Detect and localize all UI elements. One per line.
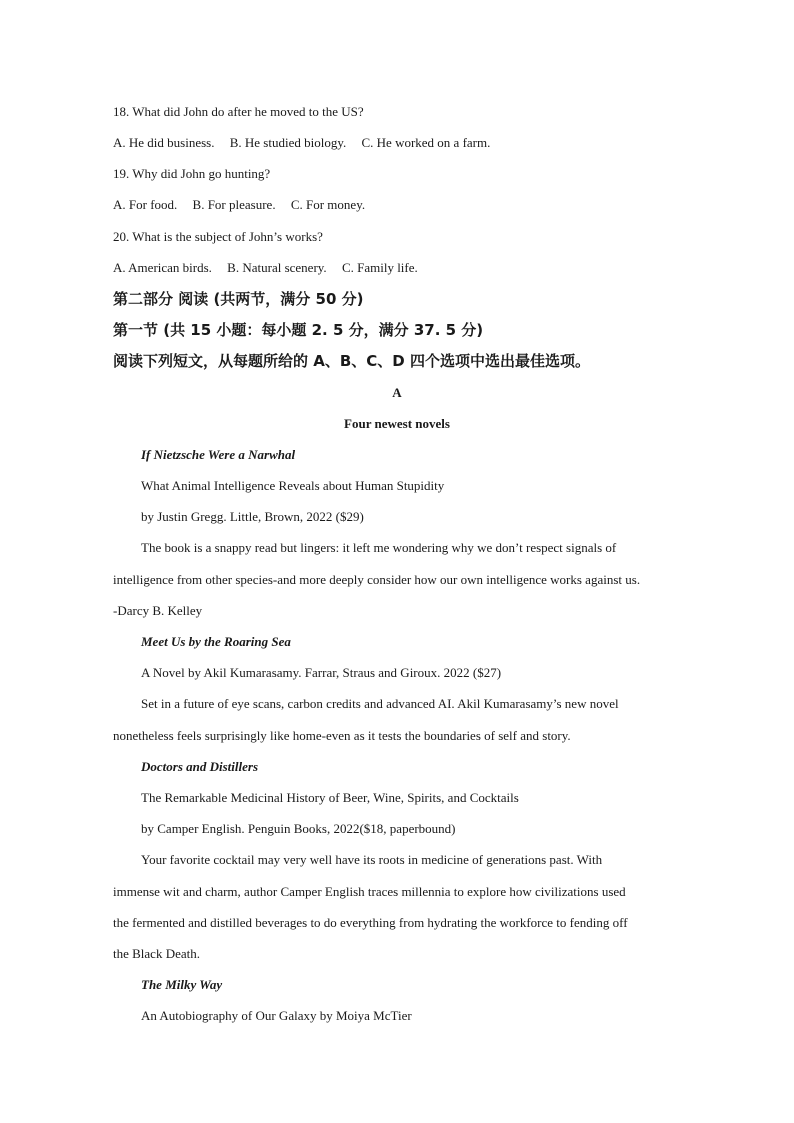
option-a: A. American birds. [113, 260, 212, 275]
book3-review-line2: immense wit and charm, author Camper English traces millennia to explore how civilizations used [113, 884, 626, 899]
part2-heading: 第二部分 阅读 (共两节，满分 50 分) [113, 290, 364, 308]
book2-byline: A Novel by Akil Kumarasamy. Farrar, Straus and Giroux. 2022 ($27) [141, 665, 502, 680]
option-c: C. He worked on a farm. [361, 135, 491, 150]
question-20: 20. What is the subject of John’s works? [113, 229, 323, 244]
book4-subtitle: An Autobiography of Our Galaxy by Moiya McTier [141, 1008, 412, 1023]
option-a: A. He did business. [113, 135, 215, 150]
question-19: 19. Why did John go hunting? [113, 166, 271, 181]
question-18: 18. What did John do after he moved to the US? [113, 104, 364, 119]
book1-review-line2: intelligence from other species-and more deeply consider how our own intelligence works against us. [113, 572, 641, 587]
question-19-options [113, 197, 365, 213]
passage-title: Four newest novels [344, 416, 450, 431]
option-b: B. Natural scenery. [227, 260, 327, 275]
question-20-options [113, 260, 418, 276]
option-b: B. For pleasure. [192, 197, 276, 212]
option-b: B. He studied biology. [229, 135, 347, 150]
passage-letter: A [392, 385, 402, 400]
book3-title: Doctors and Distillers [141, 759, 259, 774]
book1-subtitle: What Animal Intelligence Reveals about Human Stupidity [141, 478, 445, 493]
option-c: C. Family life. [341, 260, 418, 275]
book1-review-line1: The book is a snappy read but lingers: it left me wondering why we don’t respect signals of [141, 540, 617, 555]
book3-review-line3: the fermented and distilled beverages to do everything from hydrating the workforce to fending off [113, 915, 628, 930]
book1-byline: by Justin Gregg. Little, Brown, 2022 ($29) [141, 509, 364, 524]
section1-heading: 第一节 (共 15 小题：每小题 2. 5 分，满分 37. 5 分) [113, 321, 484, 339]
book2-review-line1: Set in a future of eye scans, carbon credits and advanced AI. Akil Kumarasamy’s new novel [141, 696, 619, 711]
book2-title: Meet Us by the Roaring Sea [141, 634, 291, 649]
book3-byline: by Camper English. Penguin Books, 2022($18, paperbound) [141, 821, 456, 836]
option-a: A. For food. [113, 197, 178, 212]
question-18-options [113, 135, 490, 151]
option-c: C. For money. [290, 197, 366, 212]
book2-review-line2: nonetheless feels surprisingly like home-even as it tests the boundaries of self and story. [113, 728, 571, 743]
book4-title: The Milky Way [141, 977, 223, 992]
book3-subtitle: The Remarkable Medicinal History of Beer, Wine, Spirits, and Cocktails [141, 790, 519, 805]
reading-instruction: 阅读下列短文，从每题所给的 A、B、C、D 四个选项中选出最佳选项。 [113, 352, 590, 370]
book1-reviewer: -Darcy B. Kelley [113, 603, 203, 618]
book1-title: If Nietzsche Were a Narwhal [141, 447, 296, 462]
book3-review-line1: Your favorite cocktail may very well have its roots in medicine of generations past. With [141, 852, 603, 867]
book3-review-line4: the Black Death. [113, 946, 200, 961]
